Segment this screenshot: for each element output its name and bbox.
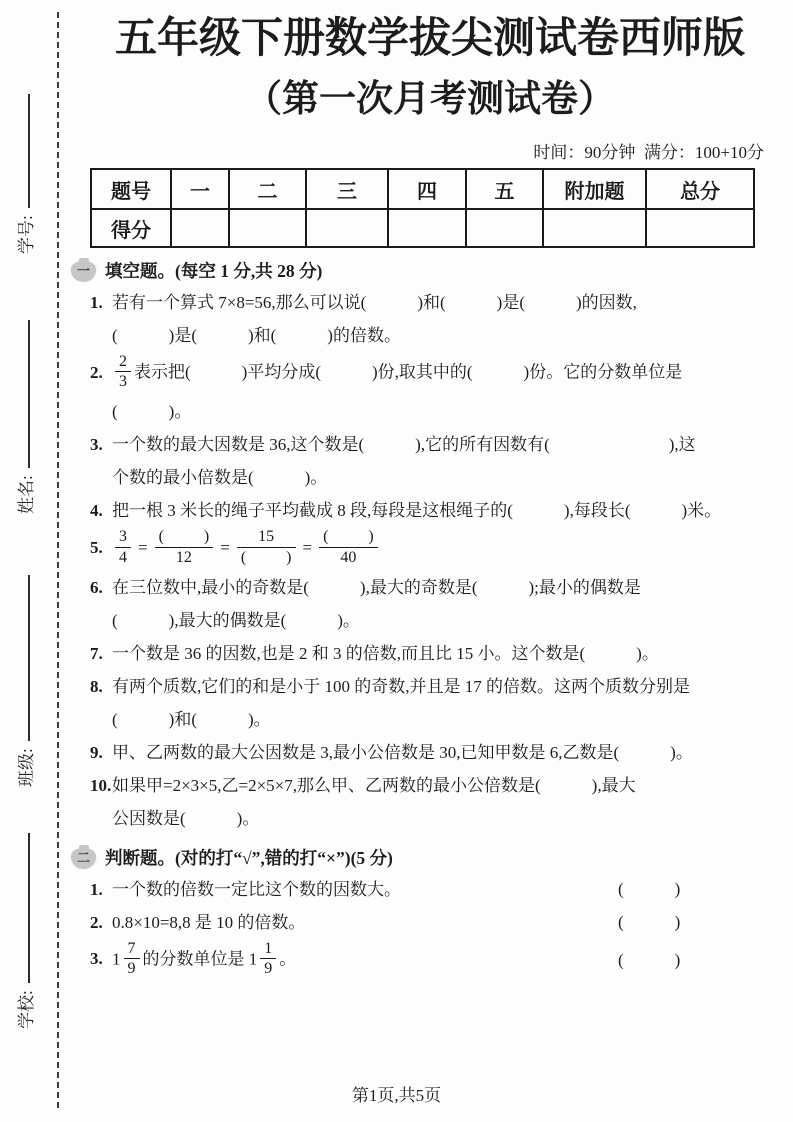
section-1-heading [76, 256, 770, 286]
answer-parentheses: ( ) [618, 912, 681, 932]
question-5-equation [90, 527, 770, 570]
question-number: 1. [90, 879, 103, 899]
fraction-one-ninth: $\frac{1}{9}$ [260, 939, 276, 978]
score-cell-empty [171, 209, 229, 247]
question-1-line-2 [90, 319, 770, 352]
question-number: 1. [90, 293, 103, 312]
binding-dashed-line [57, 12, 59, 1108]
score-header-cell: 四 [388, 169, 466, 209]
judge-question-1 [90, 873, 770, 906]
question-text: 个数的最小倍数是( )。 [112, 468, 328, 488]
question-text: 一个数是 36 的因数,也是 2 和 3 的倍数,而且比 15 小。这个数是( )。 [112, 643, 659, 663]
score-table-header-row [91, 169, 754, 209]
student-id-label: 学号: [17, 215, 36, 254]
question-text: 若有一个算式 7×8=56,那么可以说( )和( )是( )的因数, [112, 293, 637, 312]
question-3-line-2 [90, 461, 770, 494]
school-label: 学校: [17, 990, 36, 1029]
section-true-false [76, 843, 770, 982]
question-text: 公因数是( )。 [112, 808, 260, 828]
question-text: ( )和( )。 [112, 709, 271, 729]
fraction-seven-ninths: $\frac{7}{9}$ [124, 939, 140, 978]
exam-subtitle: （第一次月考测试卷） [245, 79, 615, 120]
question-number: 9. [90, 742, 103, 762]
section-2-heading [76, 843, 770, 873]
school-blank-line [25, 833, 30, 983]
fraction-two-thirds: $\frac{2}{3}$ [115, 352, 131, 391]
question-text: ( ),最大的偶数是( )。 [112, 610, 360, 630]
question-text: 表示把( )平均分成( )份,取其中的( )份。它的分数单位是 [134, 362, 683, 382]
question-3-line-1 [90, 428, 770, 461]
score-table-score-row [91, 209, 754, 247]
side-field-class [13, 575, 41, 787]
equals-sign: = [302, 537, 313, 557]
section-2-heading-text: 判断题。(对的打“√”,错的打“×”)(5 分) [105, 847, 393, 868]
question-text: ( )是( )和( )的倍数。 [112, 326, 401, 345]
side-field-name [13, 320, 41, 514]
moneybag-badge-icon: 二 [71, 848, 96, 868]
question-text: 在三位数中,最小的奇数是( ),最大的奇数是( );最小的偶数是 [112, 577, 641, 597]
paper-main-column [76, 0, 770, 982]
score-header-cell: 题号 [91, 169, 171, 209]
question-number: 8. [90, 676, 103, 696]
question-number: 5. [90, 537, 103, 557]
question-number: 6. [90, 577, 103, 597]
section-fill-in-blank [76, 256, 770, 835]
question-number: 4. [90, 501, 103, 521]
equals-sign: = [138, 537, 148, 557]
question-text: 一个数的倍数一定比这个数的因数大。 [112, 879, 401, 899]
score-header-cell: 五 [466, 169, 543, 209]
class-label: 班级: [17, 748, 36, 787]
question-2-line-1 [90, 352, 770, 395]
question-number: 3. [90, 949, 103, 969]
score-table [90, 168, 755, 248]
question-9 [90, 736, 770, 769]
equals-sign: = [220, 537, 230, 557]
question-text: 。 [279, 949, 297, 969]
fraction-blank-over-12: $\frac{( )}{12}$ [155, 527, 214, 566]
score-header-cell: 附加题 [543, 169, 646, 209]
score-cell-empty [646, 209, 754, 247]
question-text: ( )。 [112, 402, 192, 422]
side-field-school [13, 833, 41, 1029]
question-text: 一个数的最大因数是 36,这个数是( ),它的所有因数有( ),这 [112, 435, 696, 455]
question-text: 1 [112, 949, 121, 969]
question-8-line-2 [90, 703, 770, 736]
question-text: 有两个质数,它们的和是小于 100 的奇数,并且是 17 的倍数。这两个质数分别是 [112, 676, 690, 696]
name-blank-line [25, 320, 30, 468]
question-number: 7. [90, 643, 103, 663]
score-header-cell: 二 [229, 169, 306, 209]
question-10-line-2 [90, 802, 770, 835]
question-text: 把一根 3 米长的绳子平均截成 8 段,每段是这根绳子的( ),每段长( )米。 [112, 501, 722, 521]
question-number: 2. [90, 362, 103, 382]
page-footer: 第1页,共5页 [351, 1086, 442, 1105]
question-6-line-1 [90, 571, 770, 604]
question-4 [90, 494, 770, 527]
question-number: 3. [90, 435, 103, 455]
question-1-line-1 [90, 286, 770, 319]
question-text: 0.8×10=8,8 是 10 的倍数。 [112, 912, 306, 932]
score-cell-empty [306, 209, 388, 247]
student-id-blank-line [25, 94, 30, 208]
judge-question-3 [90, 939, 770, 982]
question-7 [90, 637, 770, 670]
score-header-cell: 一 [171, 169, 229, 209]
fraction-15-over-blank: $\frac{15}{( )}$ [237, 527, 296, 566]
question-10-line-1 [90, 769, 770, 802]
score-cell-empty [543, 209, 646, 247]
score-header-cell: 三 [306, 169, 388, 209]
section-1-heading-text: 填空题。(每空 1 分,共 28 分) [105, 261, 323, 281]
question-text: 甲、乙两数的最大公因数是 3,最小公倍数是 30,已知甲数是 6,乙数是( )。 [112, 742, 693, 762]
question-2-line-2 [90, 395, 770, 428]
exam-title: 五年级下册数学拔尖测试卷西师版 [114, 16, 745, 62]
score-cell-empty [229, 209, 306, 247]
fraction-three-fourths: $\frac{3}{4}$ [115, 527, 131, 566]
question-number: 2. [90, 912, 103, 932]
score-header-cell: 总分 [646, 169, 754, 209]
name-label: 姓名: [17, 475, 36, 514]
score-cell-empty [388, 209, 466, 247]
side-field-student-id [13, 94, 41, 254]
question-text: 的分数单位是 1 [142, 949, 258, 969]
answer-parentheses: ( ) [618, 950, 681, 970]
exam-time-score-info: 时间：90分钟 满分：100+10分 [533, 143, 764, 162]
score-row-label: 得分 [91, 209, 171, 247]
question-8-line-1 [90, 670, 770, 703]
score-cell-empty [466, 209, 543, 247]
fraction-blank-over-40: $\frac{( )}{40}$ [319, 527, 378, 566]
question-6-line-2 [90, 604, 770, 637]
moneybag-badge-icon: 一 [71, 261, 96, 281]
judge-question-2 [90, 906, 770, 939]
answer-parentheses: ( ) [618, 879, 681, 899]
class-blank-line [25, 575, 30, 741]
question-text: 如果甲=2×3×5,乙=2×5×7,那么甲、乙两数的最小公倍数是( ),最大 [112, 775, 636, 795]
question-number: 10. [90, 775, 112, 795]
